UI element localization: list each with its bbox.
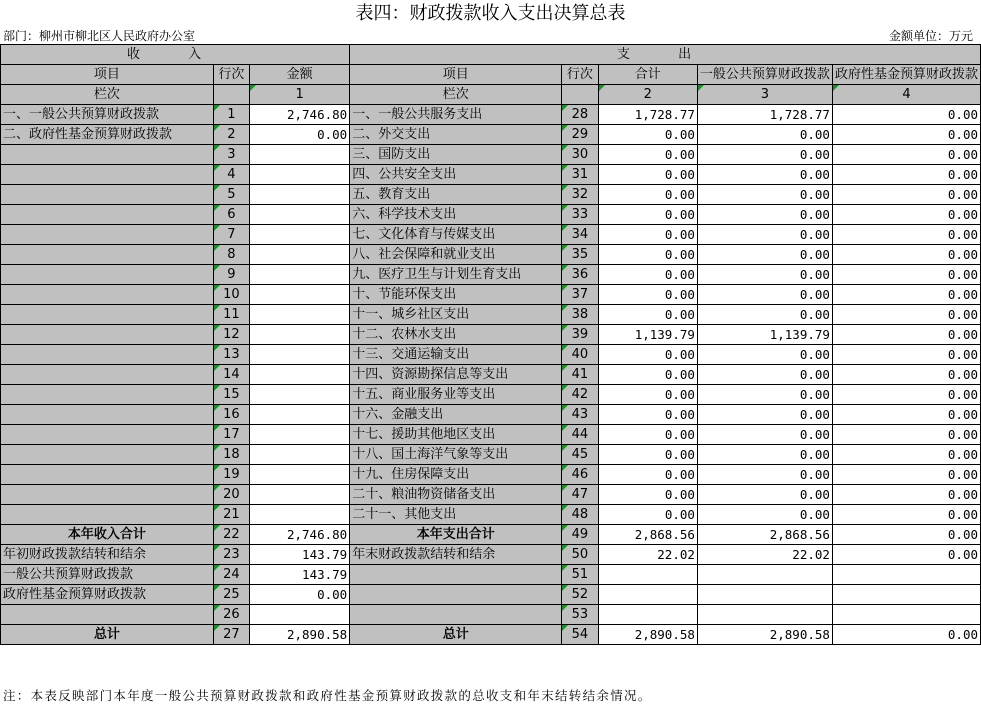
expense-item-cell[interactable]: 十九、住房保障支出 [350, 465, 562, 485]
income-line-number-cell[interactable]: 12 [213, 325, 249, 345]
expense-col-index-total[interactable]: 2 [598, 85, 697, 105]
expense-gov-fund-cell[interactable]: 0.00 [832, 145, 980, 165]
expense-line-number-cell[interactable]: 38 [562, 305, 598, 325]
table-row [1, 425, 981, 445]
income-amount-cell[interactable] [250, 285, 350, 305]
expense-grand-line[interactable]: 54 [562, 625, 598, 645]
expense-line-number-cell[interactable]: 46 [562, 465, 598, 485]
income-line-number-cell[interactable]: 18 [213, 445, 249, 465]
income-grand-amount[interactable]: 2,890.58 [250, 625, 350, 645]
expense-item-cell[interactable]: 九、医疗卫生与计划生育支出 [350, 265, 562, 285]
table-row [1, 405, 981, 425]
expense-blank-line[interactable]: 53 [562, 605, 598, 625]
expense-total-cell[interactable]: 0.00 [598, 245, 697, 265]
income-line-number-cell[interactable]: 21 [213, 505, 249, 525]
income-item-cell[interactable] [1, 385, 214, 405]
expense-gov-fund-cell[interactable]: 0.00 [832, 445, 980, 465]
expense-line-number-cell[interactable]: 45 [562, 445, 598, 465]
end-carryover-fund[interactable]: 0.00 [832, 545, 980, 565]
expense-gov-fund-cell[interactable]: 0.00 [832, 465, 980, 485]
table-row [1, 325, 981, 345]
expense-col-line-index[interactable] [562, 85, 598, 105]
expense-blank-line[interactable]: 51 [562, 565, 598, 585]
expense-gov-fund-cell[interactable]: 0.00 [832, 405, 980, 425]
expense-general-budget-cell[interactable]: 0.00 [697, 345, 832, 365]
expense-total-cell[interactable]: 0.00 [598, 165, 697, 185]
expense-grand-label[interactable]: 总计 [350, 625, 562, 645]
header-row-columns [1, 65, 981, 85]
expense-item-cell[interactable]: 二、外交支出 [350, 125, 562, 145]
expense-gov-fund-cell[interactable]: 0.00 [832, 225, 980, 245]
expense-blank-line[interactable]: 52 [562, 585, 598, 605]
expense-total-cell[interactable]: 0.00 [598, 345, 697, 365]
begin-carryover-label[interactable]: 年初财政拨款结转和结余 [1, 545, 214, 565]
end-carryover-line[interactable]: 50 [562, 545, 598, 565]
expense-col-label[interactable]: 栏次 [350, 85, 562, 105]
income-line-number-cell[interactable]: 7 [213, 225, 249, 245]
begin-fund-label[interactable]: 政府性基金预算财政拨款 [1, 585, 214, 605]
expense-total-cell[interactable]: 0.00 [598, 145, 697, 165]
expense-total-amount[interactable]: 2,868.56 [598, 525, 697, 545]
income-item-cell[interactable] [1, 485, 214, 505]
expense-total-cell[interactable]: 0.00 [598, 225, 697, 245]
expense-total-header[interactable]: 合计 [598, 65, 697, 85]
income-amount-cell[interactable]: 2,746.80 [250, 105, 350, 125]
income-line-number-cell[interactable]: 10 [213, 285, 249, 305]
income-total-line[interactable]: 22 [213, 525, 249, 545]
expense-total-cell[interactable]: 0.00 [598, 405, 697, 425]
income-item-cell[interactable] [1, 225, 214, 245]
expense-general-budget-cell[interactable]: 0.00 [697, 405, 832, 425]
income-amount-cell[interactable] [250, 245, 350, 265]
income-amount-cell[interactable] [250, 505, 350, 525]
expense-line-number-cell[interactable]: 47 [562, 485, 598, 505]
income-item-header[interactable]: 项目 [1, 65, 214, 85]
income-col-label[interactable]: 栏次 [1, 85, 214, 105]
expense-line-number-cell[interactable]: 29 [562, 125, 598, 145]
income-line-number-cell[interactable]: 16 [213, 405, 249, 425]
income-amount-cell[interactable] [250, 205, 350, 225]
income-amount-cell[interactable] [250, 265, 350, 285]
income-item-cell[interactable] [1, 505, 214, 525]
table-row [1, 505, 981, 525]
begin-carryover-line[interactable]: 23 [213, 545, 249, 565]
expense-blank-general[interactable] [697, 565, 832, 585]
expense-general-budget-cell[interactable]: 0.00 [697, 425, 832, 445]
expense-section-header[interactable]: 支 出 [350, 45, 981, 65]
begin-general-line[interactable]: 24 [213, 565, 249, 585]
income-amount-cell[interactable] [250, 145, 350, 165]
income-line-number-cell[interactable]: 1 [213, 105, 249, 125]
expense-general-budget-cell[interactable]: 0.00 [697, 365, 832, 385]
table-row [1, 145, 981, 165]
expense-total-cell[interactable]: 0.00 [598, 385, 697, 405]
expense-line-number-cell[interactable]: 42 [562, 385, 598, 405]
expense-grand-fund[interactable]: 0.00 [832, 625, 980, 645]
income-item-cell[interactable] [1, 425, 214, 445]
expense-total-label[interactable]: 本年支出合计 [350, 525, 562, 545]
income-total-amount[interactable]: 2,746.80 [250, 525, 350, 545]
expense-gov-fund-cell[interactable]: 0.00 [832, 105, 980, 125]
expense-line-number-cell[interactable]: 33 [562, 205, 598, 225]
expense-item-cell[interactable]: 十四、资源勘探信息等支出 [350, 365, 562, 385]
expense-gov-fund-cell[interactable]: 0.00 [832, 125, 980, 145]
income-grand-line[interactable]: 27 [213, 625, 249, 645]
income-blank-amount[interactable] [250, 605, 350, 625]
expense-item-cell[interactable]: 三、国防支出 [350, 145, 562, 165]
expense-gov-fund-cell[interactable]: 0.00 [832, 305, 980, 325]
expense-item-cell[interactable]: 七、文化体育与传媒支出 [350, 225, 562, 245]
expense-general-budget-cell[interactable]: 0.00 [697, 305, 832, 325]
table-row [1, 185, 981, 205]
income-amount-cell[interactable] [250, 165, 350, 185]
income-item-cell[interactable]: 一、一般公共预算财政拨款 [1, 105, 214, 125]
expense-total-cell[interactable]: 0.00 [598, 125, 697, 145]
income-item-cell[interactable] [1, 205, 214, 225]
expense-total-cell[interactable]: 0.00 [598, 365, 697, 385]
income-line-number-cell[interactable]: 15 [213, 385, 249, 405]
begin-fund-line[interactable]: 25 [213, 585, 249, 605]
expense-line-number-cell[interactable]: 41 [562, 365, 598, 385]
income-amount-cell[interactable] [250, 305, 350, 325]
expense-item-cell[interactable]: 十三、交通运输支出 [350, 345, 562, 365]
income-line-number-cell[interactable]: 13 [213, 345, 249, 365]
table-row [1, 245, 981, 265]
table-row [1, 205, 981, 225]
expense-blank-total[interactable] [598, 585, 697, 605]
expense-line-number-cell[interactable]: 37 [562, 285, 598, 305]
income-item-cell[interactable] [1, 345, 214, 365]
expense-total-cell[interactable]: 0.00 [598, 205, 697, 225]
expense-blank-fund[interactable] [832, 565, 980, 585]
department-label: 部门：柳州市柳北区人民政府办公室 [3, 29, 196, 43]
begin-general-label[interactable]: 一般公共预算财政拨款 [1, 565, 214, 585]
income-item-cell[interactable] [1, 445, 214, 465]
expense-gov-fund-cell[interactable]: 0.00 [832, 205, 980, 225]
expense-general-budget-cell[interactable]: 0.00 [697, 185, 832, 205]
expense-item-cell[interactable]: 十二、农林水支出 [350, 325, 562, 345]
expense-line-number-cell[interactable]: 44 [562, 425, 598, 445]
expense-line-number-cell[interactable]: 35 [562, 245, 598, 265]
expense-item-cell[interactable]: 四、公共安全支出 [350, 165, 562, 185]
income-amount-cell[interactable] [250, 385, 350, 405]
expense-blank-fund[interactable] [832, 585, 980, 605]
footnote: 注：本表反映部门本年度一般公共预算财政拨款和政府性基金预算财政拨款的总收支和年末结转结余情况。 [3, 688, 652, 703]
expense-blank-item[interactable] [350, 565, 562, 585]
expense-general-budget-cell[interactable]: 0.00 [697, 145, 832, 165]
expense-line-number-cell[interactable]: 30 [562, 145, 598, 165]
gov-fund-header[interactable]: 政府性基金预算财政拨款 [832, 65, 980, 85]
expense-general-budget-cell[interactable]: 0.00 [697, 265, 832, 285]
expense-item-cell[interactable]: 五、教育支出 [350, 185, 562, 205]
begin-fund-amount[interactable]: 0.00 [250, 585, 350, 605]
income-line-number-cell[interactable]: 5 [213, 185, 249, 205]
expense-total-line[interactable]: 49 [562, 525, 598, 545]
income-amount-cell[interactable] [250, 325, 350, 345]
report-title: 表四：财政拨款收入支出决算总表 [355, 3, 626, 24]
expense-item-cell[interactable]: 十一、城乡社区支出 [350, 305, 562, 325]
expense-total-general[interactable]: 2,868.56 [697, 525, 832, 545]
expense-item-cell[interactable]: 十七、援助其他地区支出 [350, 425, 562, 445]
income-line-number-cell[interactable]: 11 [213, 305, 249, 325]
expense-line-header[interactable]: 行次 [562, 65, 598, 85]
income-item-cell[interactable] [1, 245, 214, 265]
income-item-cell[interactable] [1, 325, 214, 345]
income-line-number-cell[interactable]: 8 [213, 245, 249, 265]
income-item-cell[interactable] [1, 465, 214, 485]
income-blank-line[interactable]: 26 [213, 605, 249, 625]
table-row [1, 445, 981, 465]
table-row [1, 345, 981, 365]
income-amount-cell[interactable] [250, 445, 350, 465]
expense-general-budget-cell[interactable]: 0.00 [697, 225, 832, 245]
expense-line-number-cell[interactable]: 43 [562, 405, 598, 425]
expense-gov-fund-cell[interactable]: 0.00 [832, 365, 980, 385]
income-grand-label[interactable]: 总计 [1, 625, 214, 645]
income-line-number-cell[interactable]: 17 [213, 425, 249, 445]
expense-grand-general[interactable]: 2,890.58 [697, 625, 832, 645]
expense-line-number-cell[interactable]: 34 [562, 225, 598, 245]
expense-gov-fund-cell[interactable]: 0.00 [832, 265, 980, 285]
expense-gov-fund-cell[interactable]: 0.00 [832, 245, 980, 265]
expense-item-cell[interactable]: 十八、国土海洋气象等支出 [350, 445, 562, 465]
expense-item-cell[interactable]: 十、节能环保支出 [350, 285, 562, 305]
expense-total-fund[interactable]: 0.00 [832, 525, 980, 545]
expense-general-budget-cell[interactable]: 1,139.79 [697, 325, 832, 345]
expense-general-budget-cell[interactable]: 0.00 [697, 125, 832, 145]
income-amount-cell[interactable] [250, 425, 350, 445]
expense-total-cell[interactable]: 1,139.79 [598, 325, 697, 345]
budget-summary-table [0, 44, 981, 645]
blank-row [1, 605, 981, 625]
expense-col-index-general[interactable]: 3 [697, 85, 832, 105]
expense-item-cell[interactable]: 六、科学技术支出 [350, 205, 562, 225]
expense-general-budget-cell[interactable]: 0.00 [697, 245, 832, 265]
income-amount-cell[interactable] [250, 185, 350, 205]
expense-general-budget-cell[interactable]: 0.00 [697, 165, 832, 185]
expense-total-cell[interactable]: 1,728.77 [598, 105, 697, 125]
expense-item-cell[interactable]: 十六、金融支出 [350, 405, 562, 425]
grand-total-row [1, 625, 981, 645]
table-row [1, 165, 981, 185]
expense-grand-total[interactable]: 2,890.58 [598, 625, 697, 645]
end-carryover-label[interactable]: 年末财政拨款结转和结余 [350, 545, 562, 565]
expense-col-index-fund[interactable]: 4 [832, 85, 980, 105]
expense-general-budget-cell[interactable]: 0.00 [697, 385, 832, 405]
income-line-number-cell[interactable]: 20 [213, 485, 249, 505]
income-amount-cell[interactable] [250, 485, 350, 505]
income-item-cell[interactable] [1, 165, 214, 185]
income-line-number-cell[interactable]: 2 [213, 125, 249, 145]
expense-gov-fund-cell[interactable]: 0.00 [832, 285, 980, 305]
expense-blank-general[interactable] [697, 585, 832, 605]
expense-item-cell[interactable]: 二十一、其他支出 [350, 505, 562, 525]
expense-item-cell[interactable]: 一、一般公共服务支出 [350, 105, 562, 125]
expense-gov-fund-cell[interactable]: 0.00 [832, 165, 980, 185]
income-item-cell[interactable] [1, 285, 214, 305]
carryover-general-row [1, 565, 981, 585]
income-amount-cell[interactable] [250, 225, 350, 245]
income-amount-cell[interactable] [250, 345, 350, 365]
table-row [1, 105, 981, 125]
income-amount-cell[interactable] [250, 365, 350, 385]
income-col-index[interactable]: 1 [250, 85, 350, 105]
expense-general-budget-cell[interactable]: 0.00 [697, 445, 832, 465]
income-item-cell[interactable]: 二、政府性基金预算财政拨款 [1, 125, 214, 145]
expense-total-cell[interactable]: 0.00 [598, 185, 697, 205]
expense-blank-item[interactable] [350, 585, 562, 605]
header-row-sections [1, 45, 981, 65]
expense-total-cell[interactable]: 0.00 [598, 425, 697, 445]
expense-general-budget-cell[interactable]: 0.00 [697, 205, 832, 225]
expense-line-number-cell[interactable]: 48 [562, 505, 598, 525]
table-row [1, 385, 981, 405]
expense-general-budget-cell[interactable]: 0.00 [697, 485, 832, 505]
expense-line-number-cell[interactable]: 39 [562, 325, 598, 345]
table-row [1, 365, 981, 385]
expense-gov-fund-cell[interactable]: 0.00 [832, 505, 980, 525]
income-amount-cell[interactable] [250, 405, 350, 425]
table-row [1, 265, 981, 285]
expense-line-number-cell[interactable]: 32 [562, 185, 598, 205]
expense-item-cell[interactable]: 十五、商业服务业等支出 [350, 385, 562, 405]
column-index-row [1, 85, 981, 105]
annual-total-row [1, 525, 981, 545]
expense-blank-general[interactable] [697, 605, 832, 625]
table-row [1, 465, 981, 485]
income-line-number-cell[interactable]: 6 [213, 205, 249, 225]
income-line-number-cell[interactable]: 9 [213, 265, 249, 285]
income-item-cell[interactable] [1, 365, 214, 385]
income-total-label[interactable]: 本年收入合计 [1, 525, 214, 545]
income-section-header[interactable]: 收 入 [1, 45, 350, 65]
income-item-cell[interactable] [1, 145, 214, 165]
expense-gov-fund-cell[interactable]: 0.00 [832, 185, 980, 205]
expense-line-number-cell[interactable]: 40 [562, 345, 598, 365]
expense-gov-fund-cell[interactable]: 0.00 [832, 325, 980, 345]
income-line-number-cell[interactable]: 19 [213, 465, 249, 485]
expense-general-budget-cell[interactable]: 0.00 [697, 505, 832, 525]
expense-item-cell[interactable]: 二十、粮油物资储备支出 [350, 485, 562, 505]
expense-line-number-cell[interactable]: 36 [562, 265, 598, 285]
income-line-number-cell[interactable]: 4 [213, 165, 249, 185]
income-amount-header[interactable]: 金额 [250, 65, 350, 85]
income-amount-cell[interactable] [250, 465, 350, 485]
end-carryover-general[interactable]: 22.02 [697, 545, 832, 565]
table-row [1, 285, 981, 305]
income-item-cell[interactable] [1, 265, 214, 285]
general-budget-header[interactable]: 一般公共预算财政拨款 [697, 65, 832, 85]
unit-label: 金额单位：万元 [888, 29, 973, 43]
expense-gov-fund-cell[interactable]: 0.00 [832, 425, 980, 445]
income-item-cell[interactable] [1, 185, 214, 205]
expense-blank-fund[interactable] [832, 605, 980, 625]
expense-blank-item[interactable] [350, 605, 562, 625]
expense-general-budget-cell[interactable]: 0.00 [697, 285, 832, 305]
table-row [1, 305, 981, 325]
expense-line-number-cell[interactable]: 31 [562, 165, 598, 185]
begin-general-amount[interactable]: 143.79 [250, 565, 350, 585]
table-row [1, 225, 981, 245]
expense-gov-fund-cell[interactable]: 0.00 [832, 485, 980, 505]
expense-total-cell[interactable]: 0.00 [598, 305, 697, 325]
income-line-header[interactable]: 行次 [213, 65, 249, 85]
expense-gov-fund-cell[interactable]: 0.00 [832, 345, 980, 365]
expense-total-cell[interactable]: 0.00 [598, 285, 697, 305]
income-blank-item[interactable] [1, 605, 214, 625]
table-row [1, 485, 981, 505]
expense-general-budget-cell[interactable]: 1,728.77 [697, 105, 832, 125]
begin-carryover-amount[interactable]: 143.79 [250, 545, 350, 565]
income-item-cell[interactable] [1, 405, 214, 425]
income-amount-cell[interactable]: 0.00 [250, 125, 350, 145]
end-carryover-total[interactable]: 22.02 [598, 545, 697, 565]
carryover-row [1, 545, 981, 565]
expense-item-header[interactable]: 项目 [350, 65, 562, 85]
income-line-number-cell[interactable]: 14 [213, 365, 249, 385]
expense-total-cell[interactable]: 0.00 [598, 465, 697, 485]
expense-total-cell[interactable]: 0.00 [598, 485, 697, 505]
income-line-number-cell[interactable]: 3 [213, 145, 249, 165]
income-col-line-index[interactable] [213, 85, 249, 105]
expense-item-cell[interactable]: 八、社会保障和就业支出 [350, 245, 562, 265]
expense-general-budget-cell[interactable]: 0.00 [697, 465, 832, 485]
table-row [1, 125, 981, 145]
expense-total-cell[interactable]: 0.00 [598, 445, 697, 465]
carryover-fund-row [1, 585, 981, 605]
expense-blank-total[interactable] [598, 605, 697, 625]
expense-blank-total[interactable] [598, 565, 697, 585]
expense-total-cell[interactable]: 0.00 [598, 265, 697, 285]
expense-total-cell[interactable]: 0.00 [598, 505, 697, 525]
income-item-cell[interactable] [1, 305, 214, 325]
expense-line-number-cell[interactable]: 28 [562, 105, 598, 125]
expense-gov-fund-cell[interactable]: 0.00 [832, 385, 980, 405]
